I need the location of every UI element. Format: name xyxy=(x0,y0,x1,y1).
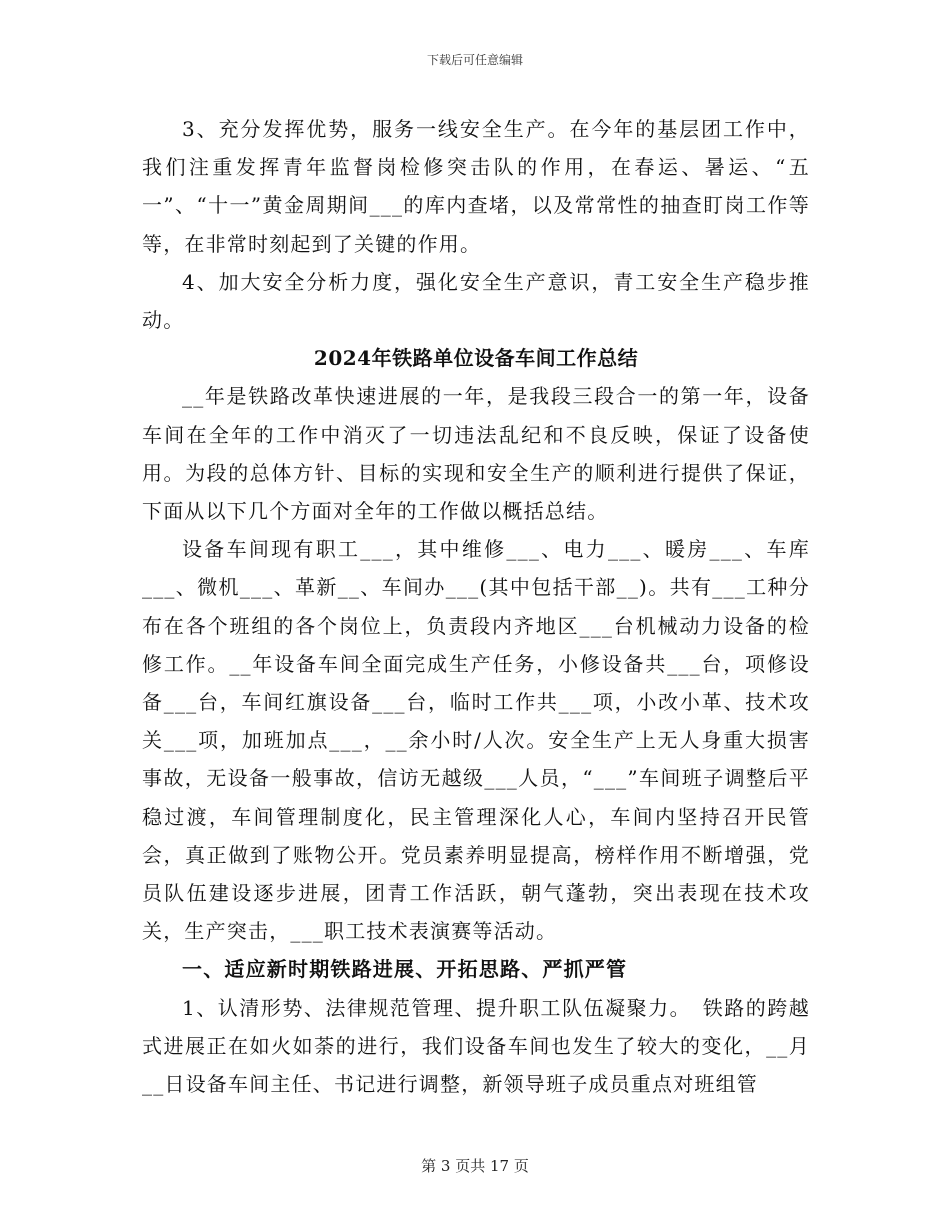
paragraph-item-4: 4、加大安全分析力度，强化安全生产意识，青工安全生产稳步推动。 xyxy=(142,269,810,333)
section-1-paragraph: 1、认清形势、法律规范管理、提升职工队伍凝聚力。 铁路的跨越式进展正在如火如荼的进行，我们设备车间也发生了较大的变化，__月__日设备车间主任、书记进行调整，新领导班子成员重点对班组管 xyxy=(142,995,810,1097)
page-header: 下载后可任意编辑 xyxy=(426,53,523,67)
page-number-footer: 第 3 页共 17 页 xyxy=(421,1157,529,1175)
section-heading-1: 一、适应新时期铁路进展、开拓思路、严抓严管 xyxy=(182,957,628,982)
document-title: 2024年铁路单位设备车间工作总结 xyxy=(313,346,639,371)
intro-paragraph: __年是铁路改革快速进展的一年，是我段三段合一的第一年，设备车间在全年的工作中消灭了一切违法乱纪和不良反映，保证了设备使用。为段的总体方针、目标的实现和安全生产的顺利进行提供了保证，下面从以下几个方面对全年的工作做以概括总结。 xyxy=(142,384,810,524)
staff-paragraph: 设备车间现有职工___，其中维修___、电力___、暖房___、车库___、微机___、革新__、车间办___(其中包括干部__)。共有___工种分布在各个班组的各个岗位上，负责段内齐地区___台机械动力设备的检修工作。__年设备车间全面完成生产任务，小修设备共___台，项修设备___台，车间红旗设备___台，临时工作共___项，小改小革、技术攻关___项，加班加点___，__余小时/人次。安全生产上无人身重大损害事故，无设备一般事故，信访无越级___人员，“___”车间班子调整后平稳过渡，车间管理制度化，民主管理深化人心，车间内坚持召开民管会，真正做到了账物公开。党员素养明显提高，榜样作用不断增强，党员队伍建设逐步进展，团青工作活跃，朝气蓬勃，突出表现在技术攻关，生产突击，___职工技术表演赛等活动。 xyxy=(142,537,810,944)
document-body xyxy=(142,110,810,1103)
paragraph-item-3: 3、充分发挥优势，服务一线安全生产。在今年的基层团工作中，我们注重发挥青年监督岗检修突击队的作用，在春运、暑运、“五一”、“十一”黄金周期间___的库内查堵，以及常常性的抽查盯岗工作等等，在非常时刻起到了关键的作用。 xyxy=(142,117,810,256)
